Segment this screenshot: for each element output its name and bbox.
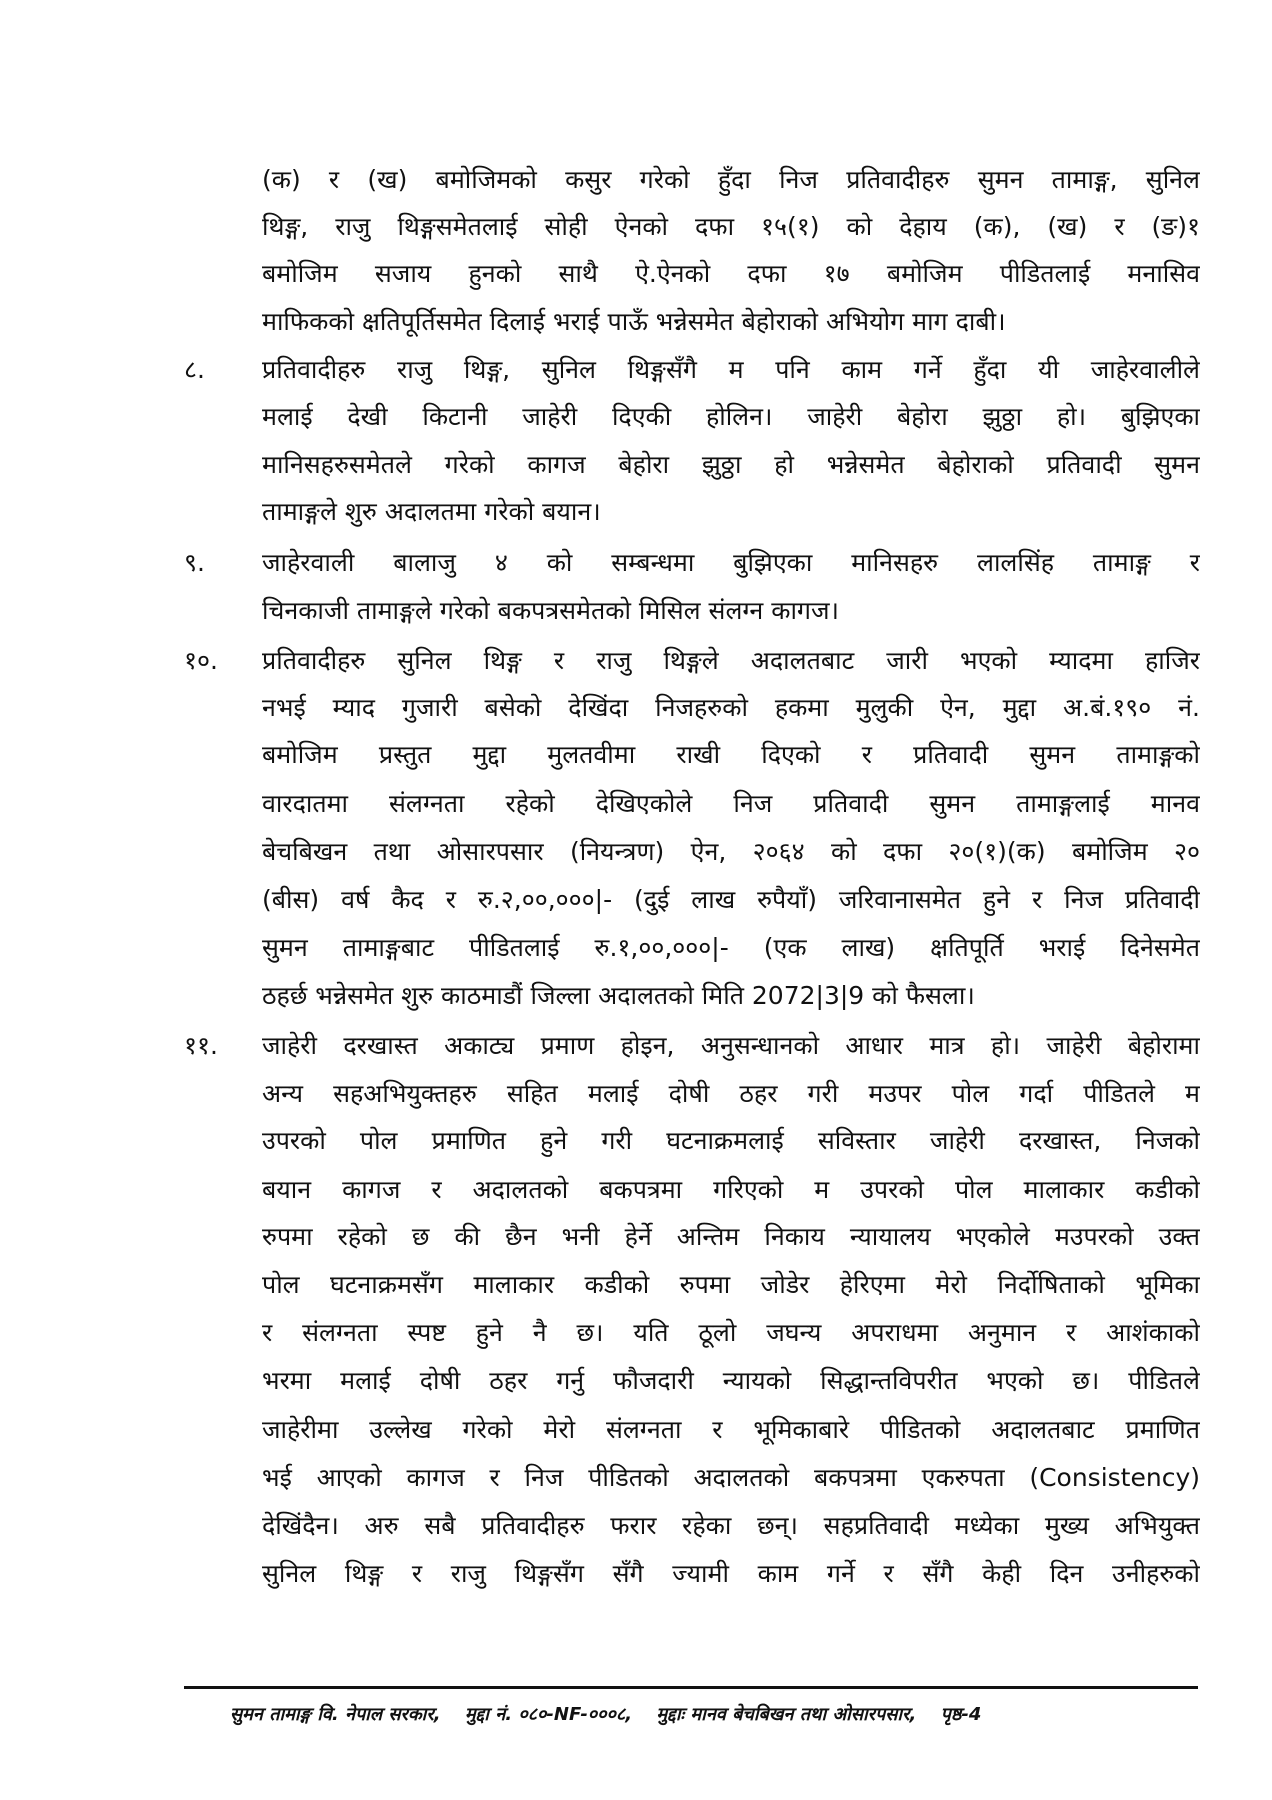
footer-page-number: पृष्ठ-4 [940,1704,982,1725]
footer-divider [184,1686,1198,1689]
text-line: प्रतिवादीहरु सुनिल थिङ्ग र राजु थिङ्गले अदालतबाट जारी भएको म्यादमा हाजिर [262,646,1200,675]
text-line: प्रतिवादीहरु राजु थिङ्ग, सुनिल थिङ्गसँगै म पनि काम गर्ने हुँदा यी जाहेरवालीले [262,355,1200,384]
text-line: र संलग्नता स्पष्ट हुने नै छ। यति ठूलो जघन्य अपराधमा अनुमान र आशंकाको [262,1318,1200,1347]
text-line: सुमन तामाङ्गबाट पीडितलाई रु.१,००,०००|- (एक लाख) क्षतिपूर्ति भराई दिनेसमेत [262,933,1200,962]
text-line: बेचबिखन तथा ओसारपसार (नियन्त्रण) ऐन, २०६४ को दफा २०(१)(क) बमोजिम २० [262,837,1200,866]
text-line: (बीस) वर्ष कैद र रु.२,००,०००|- (दुई लाख रुपैयाँ) जरिवानासमेत हुने र निज प्रतिवादी [262,885,1200,914]
paragraph-number: ८. [184,355,205,384]
text-line: (क) र (ख) बमोजिमको कसुर गरेको हुँदा निज प्रतिवादीहरु सुमन तामाङ्ग, सुनिल [262,165,1200,194]
page-footer [230,1698,1170,1732]
text-line: जाहेरीमा उल्लेख गरेको मेरो संलग्नता र भूमिकाबारे पीडितको अदालतबाट प्रमाणित [262,1415,1200,1444]
text-line: पोल घटनाक्रमसँग मालाकार कडीको रुपमा जोडेर हेरिएमा मेरो निर्दोषिताको भूमिका [262,1270,1200,1299]
text-line: अन्य सहअभियुक्तहरु सहित मलाई दोषी ठहर गरी मउपर पोल गर्दा पीडितले म [262,1079,1200,1108]
text-line: सुनिल थिङ्ग र राजु थिङ्गसँग सँगै ज्यामी काम गर्ने र सँगै केही दिन उनीहरुको [262,1559,1200,1588]
footer-case-number: मुद्दा नं. ०८०-NF-०००८, [464,1704,633,1725]
text-line: चिनकाजी तामाङ्गले गरेको बकपत्रसमेतको मिसिल संलग्न कागज। [262,596,840,625]
text-line: बमोजिम सजाय हुनको साथै ऐ.ऐनको दफा १७ बमोजिम पीडितलाई मनासिव [262,259,1200,288]
text-line: तामाङ्गले शुरु अदालतमा गरेको बयान। [262,497,601,526]
text-line: जाहेरवाली बालाजु ४ को सम्बन्धमा बुझिएका मानिसहरु लालसिंह तामाङ्ग र [262,548,1200,577]
text-line: बमोजिम प्रस्तुत मुद्दा मुलतवीमा राखी दिएको र प्रतिवादी सुमन तामाङ्गको [262,740,1200,769]
text-line: रुपमा रहेको छ की छैन भनी हेर्ने अन्तिम निकाय न्यायालय भएकोले मउपरको उक्त [262,1222,1200,1251]
text-line: भई आएको कागज र निज पीडितको अदालतको बकपत्रमा एकरुपता (Consistency) [262,1463,1200,1492]
text-line: वारदातमा संलग्नता रहेको देखिएकोले निज प्रतिवादी सुमन तामाङ्गलाई मानव [262,789,1200,818]
text-line: जाहेरी दरखास्त अकाट्य प्रमाण होइन, अनुसन्धानको आधार मात्र हो। जाहेरी बेहोरामा [262,1031,1200,1060]
paragraph-number: ११. [184,1031,218,1060]
text-line: नभई म्याद गुजारी बसेको देखिंदा निजहरुको हकमा मुलुकी ऐन, मुद्दा अ.बं.१९० नं. [262,693,1200,722]
footer-case-title: सुमन तामाङ्ग वि. नेपाल सरकार, [230,1704,441,1725]
text-line: ठहर्छ भन्नेसमेत शुरु काठमाडौं जिल्ला अदालतको मिति 2072|3|9 को फैसला। [262,981,975,1010]
text-line: देखिंदैन। अरु सबै प्रतिवादीहरु फरार रहेका छन्। सहप्रतिवादी मध्येका मुख्य अभियुक्त [262,1511,1200,1540]
footer-case-subject: मुद्दाः मानव बेचबिखन तथा ओसारपसार, [656,1704,917,1725]
text-line: थिङ्ग, राजु थिङ्गसमेतलाई सोही ऐनको दफा १५(१) को देहाय (क), (ख) र (ङ)१ [262,212,1200,241]
text-line: मलाई देखी किटानी जाहेरी दिएकी होलिन। जाहेरी बेहोरा झुठ्ठा हो। बुझिएका [262,402,1200,431]
text-line: माफिकको क्षतिपूर्तिसमेत दिलाई भराई पाऊँ भन्नेसमेत बेहोराको अभियोग माग दाबी। [262,307,1006,336]
paragraph-number: १०. [184,646,218,675]
text-line: मानिसहरुसमेतले गरेको कागज बेहोरा झुठ्ठा हो भन्नेसमेत बेहोराको प्रतिवादी सुमन [262,450,1200,479]
paragraph-number: ९. [184,548,205,577]
text-line: उपरको पोल प्रमाणित हुने गरी घटनाक्रमलाई सविस्तार जाहेरी दरखास्त, निजको [262,1126,1200,1155]
text-line: भरमा मलाई दोषी ठहर गर्नु फौजदारी न्यायको सिद्धान्तविपरीत भएको छ। पीडितले [262,1366,1200,1395]
text-line: बयान कागज र अदालतको बकपत्रमा गरिएको म उपरको पोल मालाकार कडीको [262,1175,1200,1204]
